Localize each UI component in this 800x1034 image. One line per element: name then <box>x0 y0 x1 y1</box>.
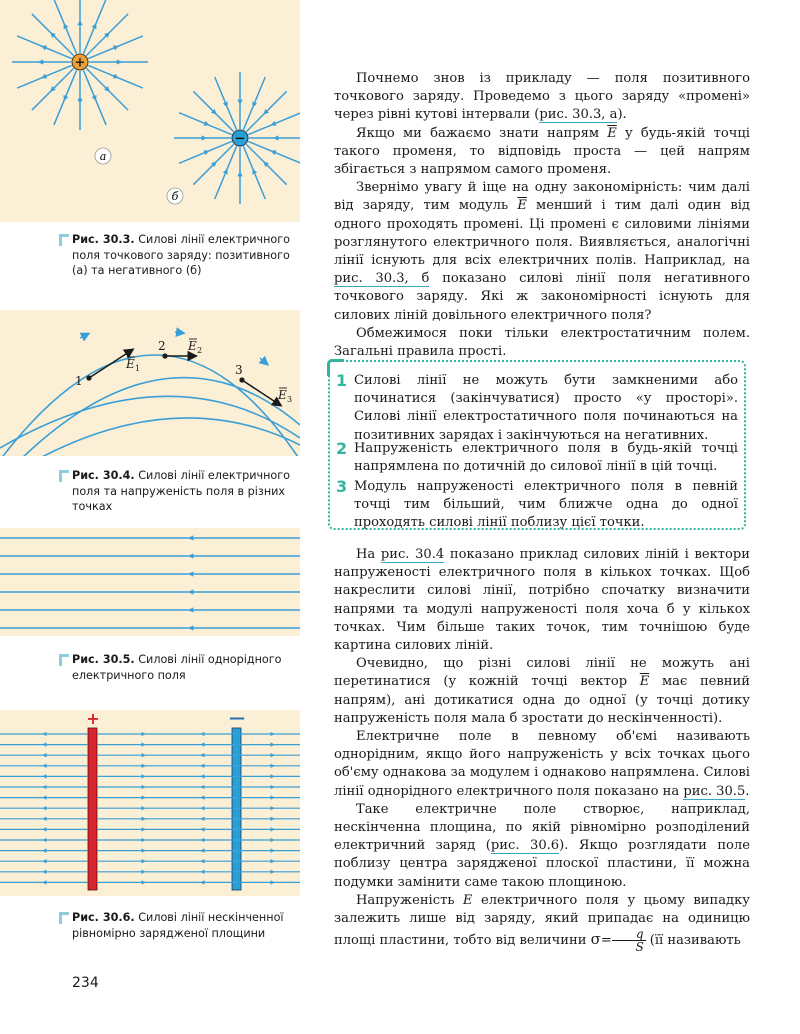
arrow-icon <box>141 848 146 852</box>
page-number: 234 <box>72 975 99 991</box>
e2-subscript: 2 <box>197 346 203 355</box>
paragraph: На рис. 30.4 показано приклад силових ліній і вектори напруженості електричного поля в кількох точках. Щоб накреслити силові лінії, потрібно спочатку визначити напрями та модулі напруженості поля хоча б у кількох точках. Чим більше таких точок, тим точнішою буде картина силових ліній. <box>334 547 750 654</box>
figure-30-4-drawing <box>0 310 300 456</box>
figure-30-6 <box>0 710 300 896</box>
arrow-icon <box>141 880 146 884</box>
caption-text: Силові лінії однорідного електричного поля <box>72 653 282 682</box>
arrow-icon <box>273 135 278 140</box>
rule-text: Напруженість електричного поля в будь-якій точці напрямлена по дотичній до силової лінії в цій точці. <box>354 441 738 475</box>
paragraph: Почнемо знов із прикладу — поля позитивного точкового заряду. Проведемо з цього заряду «промені» через рівні кутові інтервали (рис. 30.3, а). <box>334 71 750 123</box>
arrow-icon <box>141 838 146 842</box>
arrow-icon <box>200 827 205 831</box>
caption-marker-icon <box>59 470 69 482</box>
arrow-icon <box>270 859 275 863</box>
arrow-icon <box>42 742 47 746</box>
arrow-icon <box>200 764 205 768</box>
caption-number: Рис. 30.5. <box>72 653 135 666</box>
arrow-icon <box>200 859 205 863</box>
arrow-icon <box>270 764 275 768</box>
vector-e: $\overline{E}$ <box>517 198 527 214</box>
positive-plate-sign: + <box>86 710 100 728</box>
caption-30-6 <box>72 910 304 941</box>
caption-30-3 <box>72 232 304 279</box>
arrow-icon <box>141 817 146 821</box>
curved-field-lines <box>0 355 300 456</box>
arrow-icon <box>42 764 47 768</box>
arrow-icon <box>77 20 82 25</box>
arrow-icon <box>42 848 47 852</box>
field-line <box>40 418 300 456</box>
arrow-icon <box>42 838 47 842</box>
arrow-icon <box>42 753 47 757</box>
field-line <box>20 378 300 456</box>
arrow-icon <box>188 625 193 630</box>
main-text-bottom <box>334 546 750 953</box>
arrow-icon <box>270 732 275 736</box>
arrow-icon <box>200 817 205 821</box>
label-a: а <box>99 150 107 163</box>
field-line-arrow-icon <box>175 332 183 333</box>
e1-subscript: 1 <box>135 364 141 373</box>
arrow-icon <box>188 571 193 576</box>
caption-marker-icon <box>59 234 69 246</box>
field-line-arrow-icon <box>80 334 88 338</box>
field-line <box>0 355 300 456</box>
rule-number: 1 <box>336 371 348 390</box>
positive-charge-sign: + <box>74 55 86 71</box>
paragraph: Електричне поле в певному об'ємі називають однорідним, якщо його напруженість у всіх точках цього об'єму однакова за модулем і однаково напрямлена. Силові лінії однорідного електричного поля показано на рис. 30.5. <box>334 729 750 799</box>
arrow-icon <box>200 785 205 789</box>
arrow-icon <box>270 838 275 842</box>
e3-label: E <box>278 388 287 402</box>
vector-e: $\overline{E}$ <box>639 674 650 690</box>
negative-plate <box>232 728 241 890</box>
field-line-arrow-icon <box>260 358 267 364</box>
arrow-icon <box>200 742 205 746</box>
caption-text: Силові лінії електричного поля точкового заряду: позитивного (а) та негативного (б) <box>72 233 290 277</box>
rule-item <box>336 478 738 533</box>
paragraph: Звернімо увагу й іще на одну закономірність: чим далі від заряду, тим модуль $\overline{E}$ менший і тим далі один від одного проходять промені. Ці промені є силовими лініями розглянутого електричного поля. Виявляється, аналогічні лінії існують для всіх електричних полів. Наприклад, на рис. 30.3, б показано силові лінії поля негативного точкового заряду. Які ж закономірності існують для силових ліній довільного електричного поля? <box>334 180 750 323</box>
arrow-icon <box>188 553 193 558</box>
arrow-icon <box>141 859 146 863</box>
paragraph: Якщо ми бажаємо знати напрям $\overline{E}$ у будь-якій точці такого променя, то відповідь проста — цей напрям збігається з напрямом самого променя. <box>334 125 750 178</box>
arrow-icon <box>42 870 47 874</box>
arrow-icon <box>270 785 275 789</box>
arrow-icon <box>270 848 275 852</box>
arrow-icon <box>38 59 43 64</box>
paragraph: Напруженість E електричного поля у цьому випадку залежить лише від заряду, який припадає на одиницю площі пластини, тобто від величини σ= $\frac{q}{S}$ (її називають <box>334 892 750 955</box>
paragraph: Очевидно, що різні силові лінії не можуть ані перетинатися (у кожній точці вектор $\overline{E}$ має певний напрям), ані дотикатися одна до одної (у точці дотику напруженість поля мала б зростати до нескінченності). <box>334 656 750 726</box>
figure-30-4 <box>0 310 300 456</box>
rule-text: Модуль напруженості електричного поля в певній точці тим більший, чим ближче одна до одної проходять силові лінії поблизу цієї точки. <box>354 479 738 531</box>
arrow-icon <box>200 806 205 810</box>
figure-link[interactable]: рис. 30.5 <box>683 783 746 799</box>
arrow-icon <box>237 171 242 176</box>
arrow-icon <box>141 785 146 789</box>
arrow-icon <box>42 817 47 821</box>
arrow-icon <box>200 838 205 842</box>
e3-subscript: 3 <box>287 395 293 404</box>
main-text-top <box>334 70 750 361</box>
arrow-icon <box>270 870 275 874</box>
symbol-e: E <box>462 892 473 908</box>
figure-30-5-drawing <box>0 528 300 636</box>
rule-item <box>336 440 738 476</box>
arrow-icon <box>141 732 146 736</box>
arrow-icon <box>117 59 122 64</box>
arrow-icon <box>141 774 146 778</box>
arrow-icon <box>270 753 275 757</box>
caption-text: Силові лінії електричного поля та напруженість поля в різних точках <box>72 469 290 513</box>
arrow-icon <box>42 732 47 736</box>
arrow-icon <box>141 753 146 757</box>
negative-plate-sign: — <box>229 710 245 727</box>
paragraph: Обмежимося поки тільки електростатичним полем. Загальні правила прості. <box>334 325 750 360</box>
rule-item <box>336 372 738 445</box>
rule-text: Силові лінії не можуть бути замкненими або починатися (закінчуватися) просто «у просторі». Силові лінії електростатичного поля починаються на позитивних зарядах і закінчуються на негативних. <box>354 373 738 443</box>
vector-e: $\overline{E}$ <box>607 125 617 141</box>
caption-30-5 <box>72 652 304 683</box>
e1-label: E <box>126 357 135 371</box>
arrow-icon <box>200 732 205 736</box>
arrow-icon <box>42 827 47 831</box>
point-2-label: 2 <box>158 339 166 353</box>
arrow-icon <box>77 99 82 104</box>
arrow-icon <box>270 880 275 884</box>
arrow-icon <box>270 817 275 821</box>
caption-marker-icon <box>59 912 69 924</box>
arrow-icon <box>141 827 146 831</box>
arrow-icon <box>188 535 193 540</box>
rule-number: 3 <box>336 477 348 496</box>
point-3-label: 3 <box>235 363 243 377</box>
arrow-icon <box>42 785 47 789</box>
arrow-icon <box>200 880 205 884</box>
arrow-icon <box>200 795 205 799</box>
arrow-icon <box>200 848 205 852</box>
denominator: S <box>635 940 644 955</box>
numerator: q <box>612 928 646 941</box>
label-b: б <box>171 190 179 203</box>
arrow-icon <box>200 753 205 757</box>
caption-marker-icon <box>59 654 69 666</box>
caption-30-4 <box>72 468 304 515</box>
negative-charge-sign: − <box>234 131 246 147</box>
positive-plate <box>88 728 97 890</box>
arrow-icon <box>42 774 47 778</box>
figure-link[interactable]: рис. 30.4 <box>380 547 445 562</box>
arrow-icon <box>42 859 47 863</box>
arrow-icon <box>42 806 47 810</box>
figure-30-5 <box>0 528 300 636</box>
arrow-icon <box>141 742 146 746</box>
figure-link[interactable]: рис. 30.3, а <box>539 107 618 123</box>
point-1-label: 1 <box>75 374 83 388</box>
arrow-icon <box>200 870 205 874</box>
arrow-icon <box>141 870 146 874</box>
arrow-icon <box>237 100 242 105</box>
figure-30-3-drawing <box>0 0 300 222</box>
figure-30-6-drawing <box>0 710 300 896</box>
arrow-icon <box>141 806 146 810</box>
figure-30-3 <box>0 0 300 222</box>
sigma-symbol: σ <box>590 930 601 949</box>
rule-number: 2 <box>336 439 348 458</box>
arrow-icon <box>202 135 207 140</box>
e2-label: E <box>188 339 197 353</box>
rules-box <box>328 360 746 530</box>
caption-text: Силові лінії нескінченної рівномірно зарядженої площини <box>72 911 284 940</box>
arrow-icon <box>141 795 146 799</box>
vector-e3 <box>242 380 280 405</box>
arrow-icon <box>270 806 275 810</box>
sigma-formula: σ= $\frac{q}{S}$ <box>590 927 644 955</box>
caption-number: Рис. 30.6. <box>72 911 135 924</box>
figure-link[interactable]: рис. 30.3, б <box>334 271 430 287</box>
paragraph: Таке електричне поле створює, наприклад, нескінченна площина, по якій рівномірно розподілений електричний заряд (рис. 30.6). Якщо розглядати поле поблизу центра зарядженої плоскої пластини, її можна подумки замінити саме такою площиною. <box>334 801 751 890</box>
arrow-icon <box>270 742 275 746</box>
caption-number: Рис. 30.4. <box>72 469 135 482</box>
arrow-icon <box>188 607 193 612</box>
fraction <box>612 928 646 953</box>
arrow-icon <box>270 795 275 799</box>
arrow-icon <box>42 795 47 799</box>
arrow-icon <box>270 827 275 831</box>
caption-number: Рис. 30.3. <box>72 233 135 246</box>
figure-link[interactable]: рис. 30.6 <box>490 838 560 854</box>
arrow-icon <box>42 880 47 884</box>
arrow-icon <box>141 764 146 768</box>
arrow-icon <box>270 774 275 778</box>
arrow-icon <box>188 589 193 594</box>
arrow-icon <box>200 774 205 778</box>
